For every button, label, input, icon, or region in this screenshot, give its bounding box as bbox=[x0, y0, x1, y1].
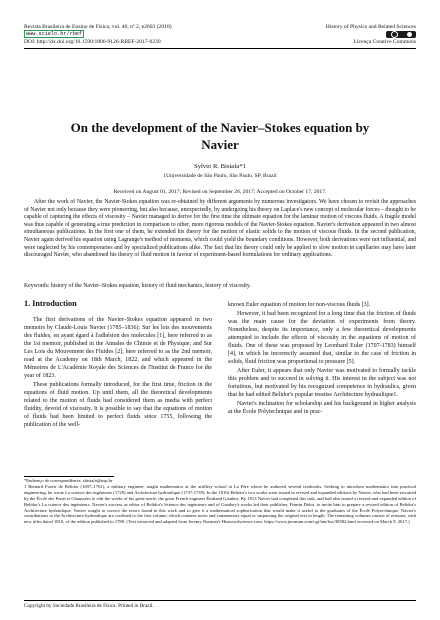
journal-url-link[interactable]: www.scielo.br/rbef bbox=[26, 31, 83, 37]
section-label: History of Physics and Related Sciences bbox=[325, 24, 416, 30]
footnote-1: 1 Bernard Forest de Belidor (1697–1761), a military engineer, taught mathematics at the artillery school at La Fère where he authored several textbooks. Seeking to introduce mathematics into practical engineering, he wrote La science des ingénieurs (1729) and Architecture hydraulique (1737-1739). In the 1810s Belidor's two works were issued in revised and expanded editions by Navier, who had been recruited by the École des Ponts et Chaussées to edit the works of his great-uncle, the great French engineer Émiland Gauthey. By 1813 Navier had completed this task, and had also issued a revised and expanded edition of Belidor's La science des ingénieurs. Navier's success as editor of Belidor's Science des ingénieurs and of Gauthey's works led their publisher, Firmin Didot, to invite him to prepare a revised edition of Belidor's Architecture hydraulique. Navier sought to correct the errors found in this work and to give it a mathematical sophistication that would make it useful to the graduates of the École Polytechnique. Navier's contributions to the Architecture hydraulique are confined to the first volume, which contains notes and commentary equal or surpassing the original text in length. The remaining volumes consist of reissues, with new titles dated 1810, of the edition published in 1780. (Text extracted and adapted from Jeremy Norman's Historyofscience.com: https://www.jnorman.com/cgi-bin/hss/38582.html accessed on March 9, 2017.) bbox=[24, 483, 416, 525]
right-paragraph-3: After Euler, it appears that only Navier was motivated to formally tackle this problem and to succeed in solving it. His interest in the subject was not fortuitous, but motivated by his recognized competence in hydraulics, given that he had edited Belidor's popular treatise Architecture hydraulique1. bbox=[228, 368, 416, 398]
right-paragraph-4: Navier's inclination for scholarship and his background in higher analysis at the École Polytechnique and in prac- bbox=[228, 401, 416, 415]
section-heading: 1. Introduction bbox=[24, 299, 77, 308]
footnote-correspondence: *Endereço de correspondência: sbistafa@usp.br bbox=[24, 478, 113, 483]
by-icon bbox=[407, 32, 412, 37]
article-title-line-2: Navier bbox=[201, 137, 239, 152]
right-paragraph-2: However, it had been recognized for a long time that the friction of fluids was the main cause for the deviation of experiments from theory. Nonetheless, despite its importance, only a few theoretical developments attempted to include the effects of viscosity in the equations of motion of fluids. One of these was proposed by Leonhard Euler (1707-1783) himself [4], in which he incorrectly assumed that, similar to the case of friction in solids, fluid friction was proportional to pressure [5]. bbox=[228, 311, 416, 365]
cc-icon bbox=[391, 31, 398, 38]
left-paragraph-1: The first derivations of the Navier–Stokes equation appeared in two memoirs by Claude-Louis Navier (1785–1836): Sur les lois des mouvements des fluides, en ayant égard à l'adhésion des molecules [1], here referred to as the 1st memoir, published in the Annales de Chimie et de Physique; and Sur Les Lois du Mouvement des Fluides [2], here referred to as the 2nd memoir, read at the Academy on 18th March, 1822, and which appeared in the Mémoires de L'Académie Royale des Sciences de l'Institut de France for the year of 1823. bbox=[24, 317, 212, 379]
left-paragraph-2: These publications formally introduced, for the first time, friction in the equations of fluid motion. Up until them, all the theoretical developments related to the motion of fluids had considered them as media with perfect fluidity, devoid of viscosity. It is possible to say that the equations of motion of fluids had been limited to perfect fluids since 1755, following the publication of the well- bbox=[24, 382, 212, 428]
abstract-paragraph: After the work of Navier, the Navier-Stokes equation was re-obtained by different arguments by numerous investigators. We have chosen to revisit the approaches of Navier not only because they were pioneering, but also because, unexpectedly, by undergoing his theory on Laplace's new concept of molecular forces – thought to be capable of capturing the effects of viscosity – Navier managed to derive for the first time the ultimate equation for the laminar motion of viscous fluids. A fragile model was thus capable of generating a true prediction in comparison to other, more rigorous models of the Navier-Stokes equation. Navier's derivation appeared in two almost simultaneous publications. In the first one of them, he extended his theory for the motion of elastic solids to the motion of viscous fluids. In the second publication, Navier again derived his equation using Lagrange's method of moments, which could yield the boundary conditions. However, both derivations were not influential, and were neglected by his contemporaries and by specialized publications alike. The fact that his theory could only be applied to slow motion in capillaries may have later discouraged Navier, who abandoned his theory of fluid motion in favour of experiment-based formulations for ordinary applications. bbox=[24, 199, 416, 259]
license-text[interactable]: Licença Creative Commons bbox=[353, 39, 416, 45]
footnote-rule bbox=[24, 476, 114, 477]
abstract bbox=[24, 199, 416, 260]
footnotes bbox=[24, 478, 416, 525]
copyright-footer: Copyright by Sociedade Brasileira de Física. Printed in Brazil. bbox=[24, 603, 154, 609]
keywords: Keywords: history of the Navier–Stokes equation, history of fluid mechanics, history of viscosity. bbox=[24, 283, 251, 289]
left-column bbox=[24, 316, 212, 430]
doi-link[interactable]: DOI: http://dx.doi.org/10.1590/1806-9126-RBEF-2017-0239 bbox=[24, 39, 161, 45]
header-rule bbox=[24, 48, 416, 49]
author-affiliation: 1Universidade de São Paulo, São Paulo, SP, Brazil bbox=[163, 173, 277, 179]
journal-citation: Revista Brasileira de Ensino de Física, vol. 40, nº 2, e2603 (2018) bbox=[24, 24, 172, 30]
right-paragraph-1: known Euler equation of motion for non-viscous fluids [3]. bbox=[228, 302, 371, 308]
article-title-line-1: On the development of the Navier–Stokes equation by bbox=[70, 120, 370, 135]
journal-url[interactable] bbox=[24, 31, 84, 38]
author-name: Sylvio R. Bistafa*1 bbox=[194, 163, 246, 170]
right-column bbox=[228, 301, 416, 417]
received-dates: Received on August 01, 2017; Revised on September 26, 2017; Accepted on October 17, 2017. bbox=[113, 189, 327, 195]
cc-license-badge[interactable] bbox=[386, 31, 416, 38]
footer-rule bbox=[24, 600, 416, 601]
